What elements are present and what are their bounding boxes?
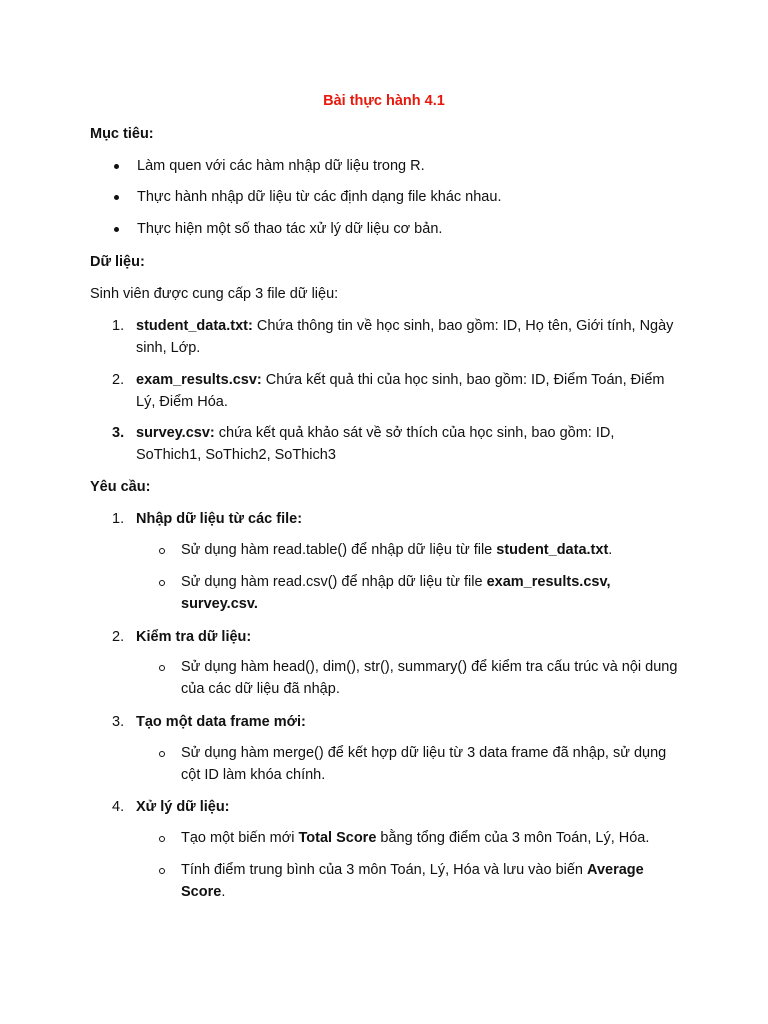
list-number: 1. <box>112 318 125 334</box>
file-name: student_data.txt: <box>136 318 253 334</box>
requirements-heading: Yêu cầu: <box>90 479 151 495</box>
data-intro: Sinh viên được cung cấp 3 file dữ liệu: <box>90 286 339 302</box>
requirement-subitem: Sử dụng hàm read.table() để nhập dữ liệu từ file student_data.txt. <box>181 542 613 558</box>
file-desc: chứa kết quả khảo sát về sở thích của học sinh, bao gồm: ID, SoThich1, SoThich2, SoThich3 <box>136 425 615 463</box>
requirement-subitem: Sử dụng hàm merge() để kết hợp dữ liệu từ 3 data frame đã nhập, sử dụng cột ID làm khóa chính. <box>181 745 667 783</box>
list-number: 3. <box>112 714 125 730</box>
bullet-icon <box>114 164 119 169</box>
list-number: 2. <box>112 629 125 645</box>
file-name: survey.csv: <box>136 425 215 441</box>
circle-bullet-icon <box>159 836 165 842</box>
file-name: exam_results.csv: <box>136 372 262 388</box>
objectives-heading: Mục tiêu: <box>90 126 154 142</box>
circle-bullet-icon <box>159 868 165 874</box>
requirement-subitem: Sử dụng hàm read.csv() để nhập dữ liệu từ file exam_results.csv, survey.csv. <box>181 574 611 612</box>
list-number: 4. <box>112 799 125 815</box>
list-number: 3. <box>112 425 125 441</box>
list-number: 1. <box>112 511 125 527</box>
circle-bullet-icon <box>159 665 165 671</box>
circle-bullet-icon <box>159 751 165 757</box>
file-desc: Chứa kết quả thi của học sinh, bao gồm: ID, Điểm Toán, Điểm Lý, Điểm Hóa. <box>136 372 665 410</box>
file-item <box>136 369 676 413</box>
circle-bullet-icon <box>159 580 165 586</box>
list-number: 2. <box>112 372 125 388</box>
requirement-title: Nhập dữ liệu từ các file: <box>136 511 303 527</box>
objective-item: Thực hiện một số thao tác xử lý dữ liệu cơ bản. <box>137 221 443 237</box>
requirement-subitem: Tạo một biến mới Total Score bằng tổng điểm của 3 môn Toán, Lý, Hóa. <box>181 830 650 846</box>
file-item <box>136 422 676 466</box>
requirement-title: Xử lý dữ liệu: <box>136 799 230 815</box>
requirement-title: Kiểm tra dữ liệu: <box>136 629 252 645</box>
requirement-subitem: Tính điểm trung bình của 3 môn Toán, Lý, Hóa và lưu vào biến Average Score. <box>181 862 644 900</box>
requirement-title: Tạo một data frame mới: <box>136 714 306 730</box>
data-heading: Dữ liệu: <box>90 254 145 270</box>
bullet-icon <box>114 227 119 232</box>
objective-item: Làm quen với các hàm nhập dữ liệu trong R. <box>137 158 425 174</box>
bullet-icon <box>114 195 119 200</box>
document-title: Bài thực hành 4.1 <box>323 93 445 109</box>
file-item <box>136 315 676 359</box>
circle-bullet-icon <box>159 548 165 554</box>
requirement-subitem: Sử dụng hàm head(), dim(), str(), summary() để kiểm tra cấu trúc và nội dung của các dữ liệu đã nhập. <box>181 659 678 697</box>
objective-item: Thực hành nhập dữ liệu từ các định dạng file khác nhau. <box>137 189 502 205</box>
file-desc: Chứa thông tin về học sinh, bao gồm: ID, Họ tên, Giới tính, Ngày sinh, Lớp. <box>136 318 674 356</box>
